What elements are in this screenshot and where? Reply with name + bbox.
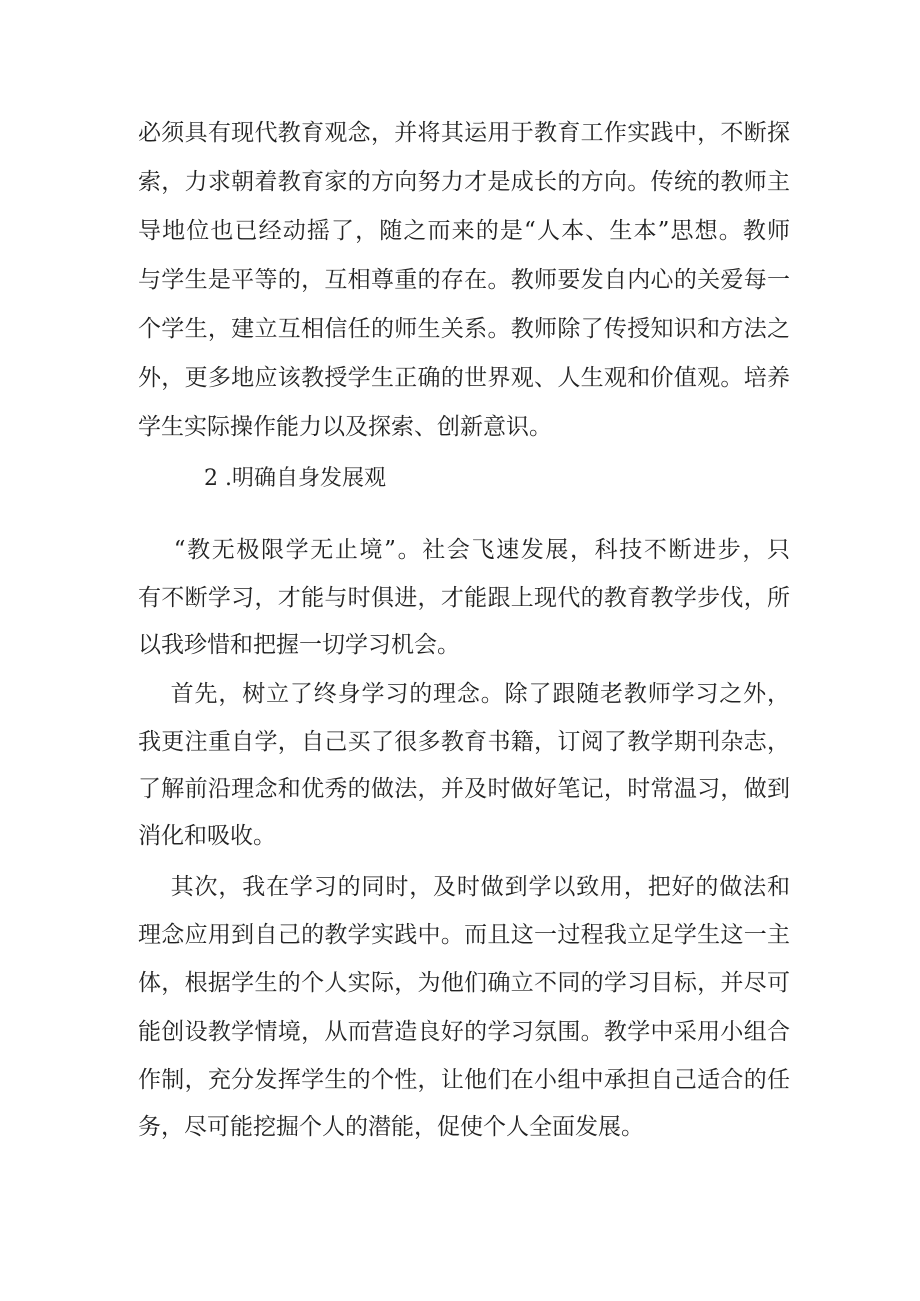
text-line: 其次，我在学习的同时，及时做到学以致用，把好的做法和 xyxy=(138,874,790,900)
text-line: 必须具有现代教育观念，并将其运用于教育工作实践中，不断探 xyxy=(138,120,790,146)
text-line: 个学生，建立互相信任的师生关系。教师除了传授知识和方法之 xyxy=(138,316,790,342)
text-line: 体，根据学生的个人实际，为他们确立不同的学习目标，并尽可 xyxy=(138,970,790,996)
text-line: 消化和吸收。 xyxy=(138,823,276,849)
text-line: 了解前沿理念和优秀的做法，并及时做好笔记，时常温习，做到 xyxy=(138,776,790,802)
text-line: 与学生是平等的，互相尊重的存在。教师要发自内心的关爱每一 xyxy=(138,267,790,293)
text-line: 能创设教学情境，从而营造良好的学习氛围。教学中采用小组合 xyxy=(138,1019,790,1045)
text-line: 作制，充分发挥学生的个性，让他们在小组中承担自己适合的任 xyxy=(138,1067,790,1093)
text-line: 学生实际操作能力以及探索、创新意识。 xyxy=(138,414,552,440)
text-line: 有不断学习，才能与时俱进，才能跟上现代的教育教学步伐，所 xyxy=(138,585,790,611)
text-line: 导地位也已经动摇了，随之而来的是“人本、生本”思想。教师 xyxy=(138,218,790,244)
text-line: “教无极限学无止境”。社会飞速发展，科技不断进步，只 xyxy=(138,537,790,563)
text-line: 务，尽可能挖掘个人的潜能，促使个人全面发展。 xyxy=(138,1114,644,1140)
text-line: 索，力求朝着教育家的方向努力才是成长的方向。传统的教师主 xyxy=(138,169,790,195)
text-line: 我更注重自学，自己买了很多教育书籍，订阅了教学期刊杂志， xyxy=(138,729,790,755)
text-line: 以我珍惜和把握一切学习机会。 xyxy=(138,632,460,658)
text-line: 理念应用到自己的教学实践中。而且这一过程我立足学生这一主 xyxy=(138,922,790,948)
text-line: 首先，树立了终身学习的理念。除了跟随老教师学习之外， xyxy=(138,681,790,707)
section-heading: 2 .明确自身发展观 xyxy=(204,466,386,491)
text-line: 外，更多地应该教授学生正确的世界观、人生观和价值观。培养 xyxy=(138,365,790,391)
